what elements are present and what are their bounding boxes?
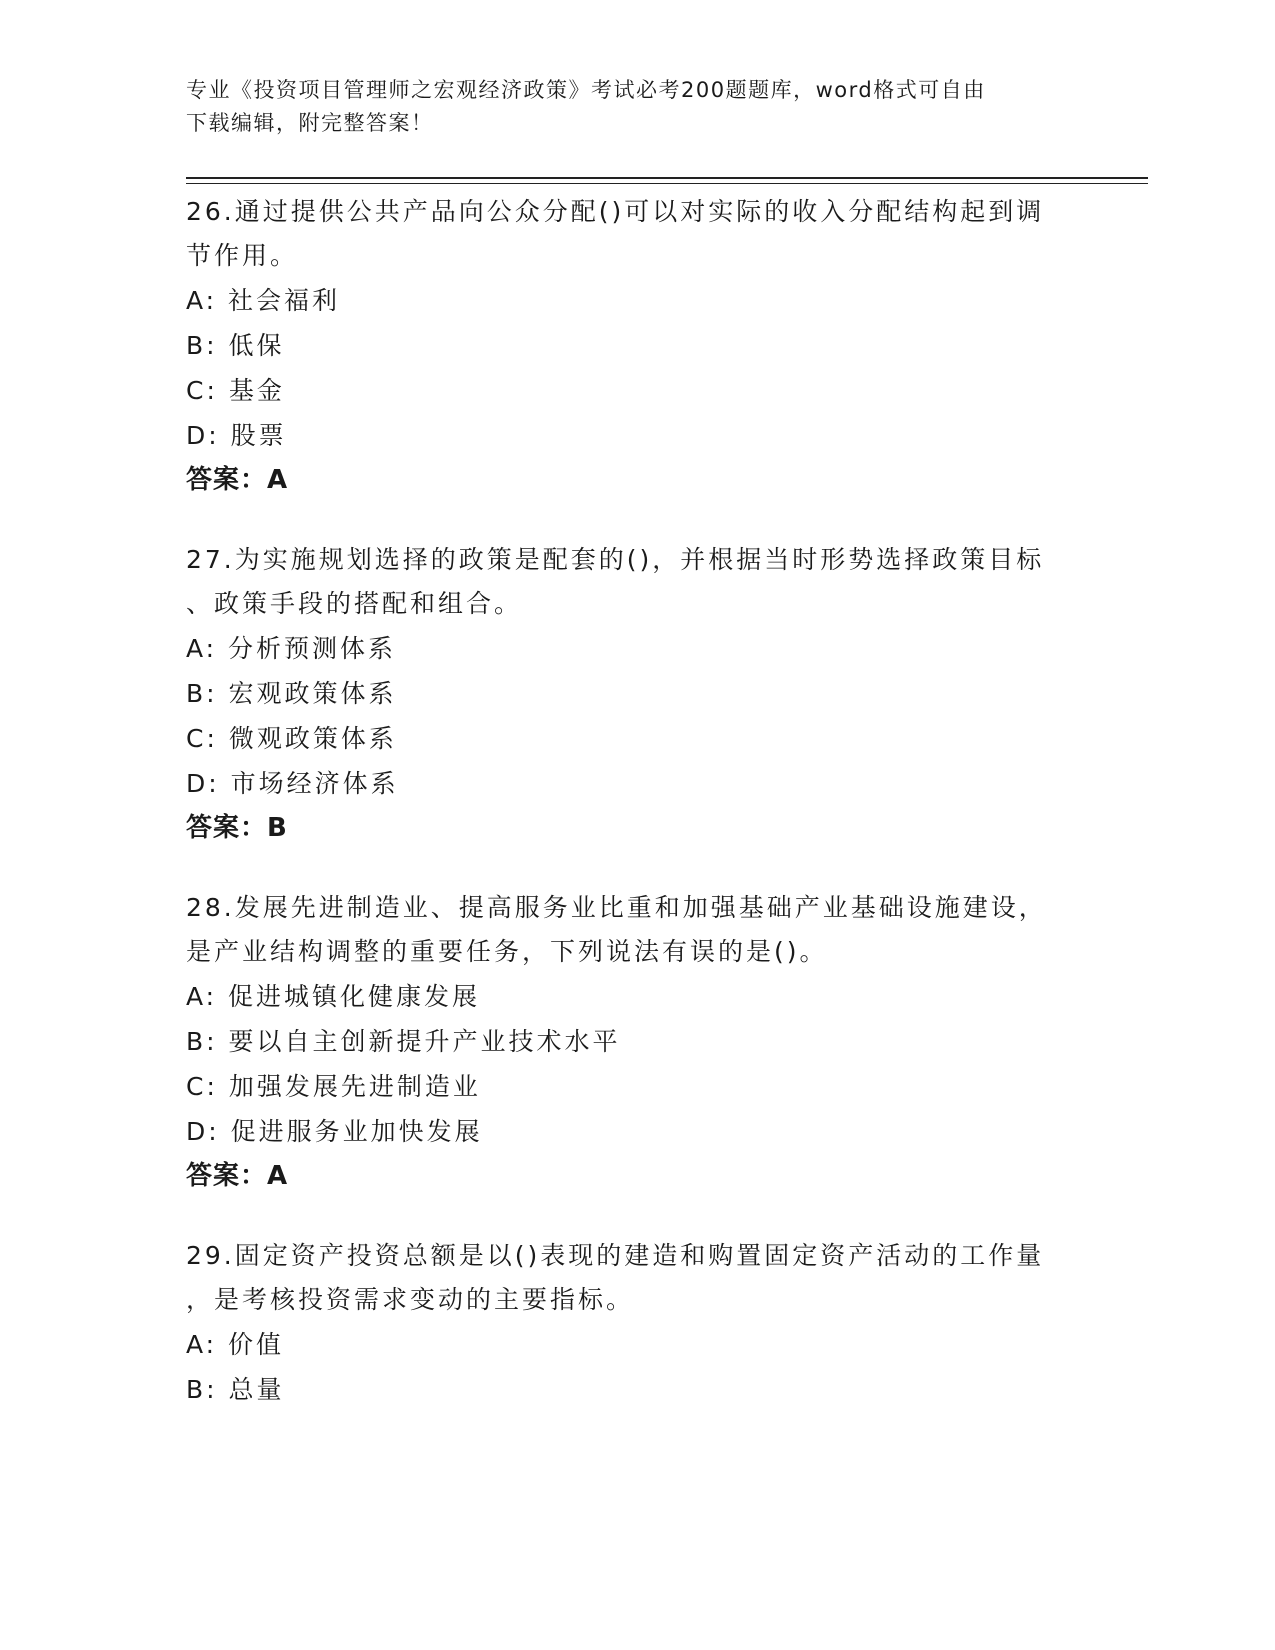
question-text-line-2: 是产业结构调整的重要任务，下列说法有误的是()。 [186, 937, 828, 966]
header-line-1: 专业《投资项目管理师之宏观经济政策》考试必考200题题库，word格式可自由 [186, 78, 986, 102]
question-text-line-2: ，是考核投资需求变动的主要指标。 [186, 1285, 635, 1314]
option-b: B: 总量 [186, 1375, 285, 1404]
question-text-line-2: 、政策手段的搭配和组合。 [186, 589, 523, 618]
answer-label: 答案：A [186, 465, 289, 495]
question-28 [186, 886, 1086, 1199]
question-text-line-2: 节作用。 [186, 241, 299, 270]
question-text-line-1: 29.固定资产投资总额是以()表现的建造和购置固定资产活动的工作量 [186, 1241, 1045, 1270]
question-text-line-1: 28.发展先进制造业、提高服务业比重和加强基础产业基础设施建设， [186, 893, 1047, 922]
question-text-line-1: 26.通过提供公共产品向公众分配()可以对实际的收入分配结构起到调 [186, 197, 1045, 226]
option-a: A: 价值 [186, 1330, 285, 1359]
document-header [186, 74, 1086, 140]
option-a: A: 分析预测体系 [186, 634, 397, 663]
option-d: D: 股票 [186, 421, 287, 450]
answer-label: 答案：B [186, 813, 288, 843]
question-26 [186, 190, 1086, 503]
option-b: B: 宏观政策体系 [186, 679, 397, 708]
option-c: C: 基金 [186, 376, 285, 405]
answer-label: 答案：A [186, 1161, 289, 1191]
question-list [186, 190, 1086, 1447]
option-b: B: 低保 [186, 331, 285, 360]
option-b: B: 要以自主创新提升产业技术水平 [186, 1027, 621, 1056]
question-27 [186, 538, 1086, 851]
option-c: C: 加强发展先进制造业 [186, 1072, 481, 1101]
option-d: D: 市场经济体系 [186, 769, 399, 798]
option-d: D: 促进服务业加快发展 [186, 1117, 483, 1146]
option-a: A: 促进城镇化健康发展 [186, 982, 481, 1011]
option-c: C: 微观政策体系 [186, 724, 397, 753]
header-line-2: 下载编辑，附完整答案！ [186, 111, 434, 135]
question-text-line-1: 27.为实施规划选择的政策是配套的()，并根据当时形势选择政策目标 [186, 545, 1045, 574]
header-divider-thick [186, 177, 1148, 179]
option-a: A: 社会福利 [186, 286, 341, 315]
header-divider-thin [186, 183, 1148, 184]
question-29 [186, 1234, 1086, 1412]
